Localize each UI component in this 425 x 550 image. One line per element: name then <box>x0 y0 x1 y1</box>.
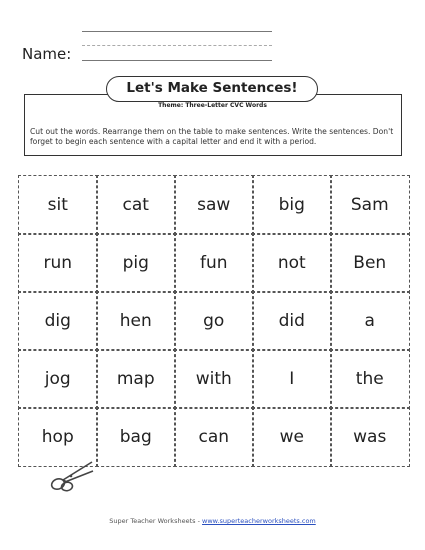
name-row <box>22 44 71 63</box>
word-card[interactable]: saw <box>174 175 254 235</box>
name-guide-top-line <box>82 31 272 32</box>
word-card[interactable]: cat <box>96 175 176 235</box>
scissors-icon <box>48 459 94 497</box>
footer-brand: Super Teacher Worksheets <box>109 517 196 525</box>
word-card[interactable]: not <box>252 233 332 293</box>
worksheet-theme: Theme: Three-Letter CVC Words <box>158 102 267 109</box>
instructions-text: Cut out the words. Rearrange them on the table to make sentences. Write the sentences. Don't forget to begin each sentence with a capital letter and end it with a period. <box>30 127 394 146</box>
word-card[interactable]: a <box>330 291 410 351</box>
title-pill <box>106 76 318 102</box>
word-card[interactable]: big <box>252 175 332 235</box>
footer-url-link[interactable]: www.superteacherworksheets.com <box>202 517 316 525</box>
footer-separator: - <box>197 517 200 525</box>
footer <box>0 517 425 525</box>
word-card[interactable]: hen <box>96 291 176 351</box>
word-card[interactable]: hop <box>18 407 98 467</box>
name-label: Name: <box>22 45 72 63</box>
word-card[interactable]: was <box>330 407 410 467</box>
word-card[interactable]: Sam <box>330 175 410 235</box>
word-card[interactable]: did <box>252 291 332 351</box>
name-write-line[interactable] <box>82 60 272 61</box>
word-card[interactable]: dig <box>18 291 98 351</box>
word-grid <box>18 175 408 465</box>
word-card[interactable]: jog <box>18 349 98 409</box>
word-card[interactable]: Ben <box>330 233 410 293</box>
word-card[interactable]: the <box>330 349 410 409</box>
word-card[interactable]: with <box>174 349 254 409</box>
word-card[interactable]: I <box>252 349 332 409</box>
word-card[interactable]: can <box>174 407 254 467</box>
word-card[interactable]: go <box>174 291 254 351</box>
name-guide-mid-line <box>82 45 272 46</box>
word-card[interactable]: pig <box>96 233 176 293</box>
word-card[interactable]: map <box>96 349 176 409</box>
word-card[interactable]: we <box>252 407 332 467</box>
word-card[interactable]: sit <box>18 175 98 235</box>
word-card[interactable]: bag <box>96 407 176 467</box>
worksheet-title: Let's Make Sentences! <box>126 80 298 96</box>
word-card[interactable]: fun <box>174 233 254 293</box>
word-card[interactable]: run <box>18 233 98 293</box>
